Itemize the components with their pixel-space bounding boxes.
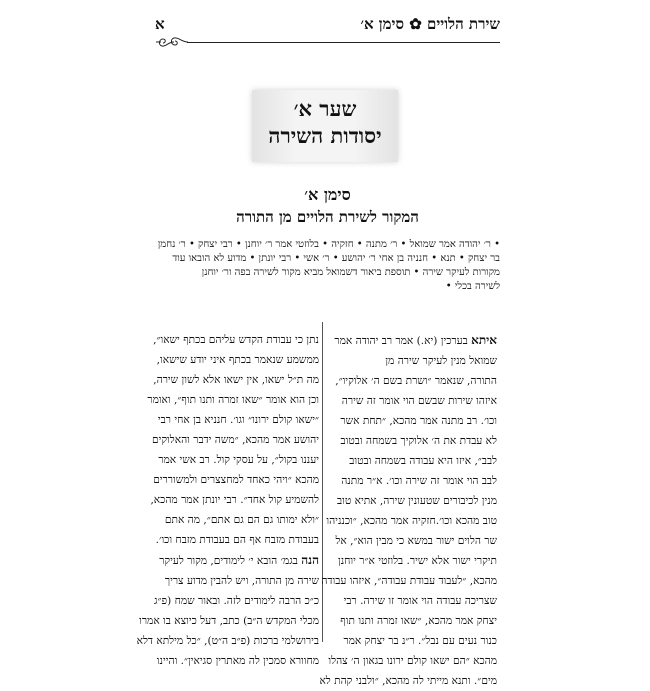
topic-summary bbox=[155, 238, 500, 294]
gate-subtitle: יסודות השירה bbox=[268, 123, 382, 148]
text-line: מנין לכיבורים שטעונין שירה, אתיא טוב bbox=[337, 495, 497, 507]
summary-line: מקורות לעיקר שירה • תוספת ביאור דשמואל מביא מקור לשירה בפה ור׳ יוחנן bbox=[201, 267, 500, 278]
text-line: כ״כ הרבה לימודים לזה. ובאור שמח (פ״ג bbox=[154, 595, 319, 607]
text-line: איזהו שירות שבשם הוי אומר זה שירה bbox=[341, 395, 497, 407]
text-line: ״ישאו קולם ירונו״ וגו׳. חנניא בן אחי רבי bbox=[157, 414, 319, 426]
text-line: שירה מן התורה, ויש להבין מדוע צריך bbox=[164, 575, 319, 587]
text-line: כנור נעים עם נבל״. ר״נ בר יצחק אמר bbox=[343, 635, 497, 647]
text-line: וכן הוא אומר ״שאו זמרה ותנו תוף״, ואומר bbox=[147, 394, 319, 406]
text-line: תיקרי ישור אלא ישיר. בלוזטי א״ר יוחנן bbox=[338, 555, 497, 567]
text-line: טוב מהכא וכו׳.חזקיה אמר מהכא, ״וכנניהו bbox=[326, 515, 497, 527]
text-line: לא עבדת את ה׳ אלוקיך בשמחה ובטוב bbox=[340, 435, 497, 447]
header-rule bbox=[187, 42, 500, 43]
summary-line: לשירה בכלי • bbox=[445, 281, 500, 292]
text-line: מהכא ״ויהי כאחד למחצצרים ולמשוררים bbox=[153, 474, 319, 486]
text-line: נתן כי עבודת הקדש עליהם בכתף ישאו״, bbox=[153, 334, 319, 346]
text-line: מכלי המקדש ה״ב) כתב, דעל כיוצא בו אמרו bbox=[139, 615, 319, 627]
header-title: שירת הלויים ✿ סימן א׳ bbox=[360, 15, 500, 33]
column-divider bbox=[322, 322, 323, 642]
text-line bbox=[155, 550, 319, 571]
left-column bbox=[136, 330, 319, 671]
text-line: וכו׳. רב מתנה אמר מהכא, ״תחת אשר bbox=[340, 415, 497, 427]
gate-title-box bbox=[252, 90, 398, 162]
text-line: מחוורא סמכין לה מאתרין סגיאין״. והיינו bbox=[156, 655, 319, 667]
text-line bbox=[333, 330, 497, 351]
summary-line: בר יצחק • תנא • חנניה בן אחי ר׳ יהושע • ר׳ אשי • רבי יונתן • מדוע לא הובאו עוד bbox=[172, 253, 500, 264]
text-line: בעבודת מזבח אף הם בעבודת מזבח וכו׳. bbox=[155, 534, 319, 546]
text-fragment: בגמ׳ הובא י׳ לימודים, מקור לעיקר bbox=[159, 555, 302, 567]
summary-line: • ר׳ יהודה אמר שמואל • ר׳ מתנה • חזקיה • בלוזטי אמר ר׳ יוחנן • רבי יצחק • ר׳ נחמן bbox=[157, 239, 500, 250]
siman-subtitle: המקור לשירת הלויים מן התורה bbox=[236, 208, 419, 226]
text-line: שר הלוים ישור במשא כי מבין הוא״, אל bbox=[335, 535, 497, 547]
right-column bbox=[319, 330, 497, 691]
flourish-ornament-icon bbox=[155, 34, 189, 50]
running-header bbox=[155, 12, 500, 42]
text-line: מהכא ״הם ישאו קולם ירונו בגאון ה׳ צהלו bbox=[328, 655, 497, 667]
lead-word: הנה bbox=[301, 553, 319, 567]
text-line: יעננו בקול״, על עסקי קול. רב אשי אמר bbox=[158, 454, 319, 466]
text-line: התורה, שנאמר ״ושרת בשם ה׳ אלוקיו״, bbox=[335, 375, 497, 387]
siman-title: סימן א׳ bbox=[304, 185, 351, 204]
page-number: א bbox=[155, 15, 165, 33]
text-line: ״ולא ימותו גם הם גם אתם״, מה אתם bbox=[164, 514, 319, 526]
gate-title: שער א׳ bbox=[293, 96, 357, 121]
text-line: לבב״, איזו היא עבודה בשמחה ובטוב bbox=[349, 455, 497, 467]
text-fragment: בערכין (יא.) אמר רב יהודה אמר bbox=[334, 335, 472, 347]
text-line: שצריכה עבודה הוי אומר זו שירה. רבי bbox=[343, 595, 497, 607]
text-line: מים״. ותנא מייתי לה מהכא, ״ולבני קהת לא bbox=[319, 675, 497, 687]
text-line: לבב הוי אומר זה שירה וכו׳. א״ר מתנה bbox=[341, 475, 497, 487]
text-line: יהושע אמר מהכא, ״משה ידבר והאלוקים bbox=[152, 434, 319, 446]
lead-word: איתא bbox=[471, 333, 497, 347]
text-line: ממשמע שנאמר בכתף איני יודע שישאו, bbox=[156, 354, 319, 366]
text-line: להשמיע קול אחד״. רבי יונתן אמר מהכא, bbox=[150, 494, 319, 506]
text-line: בירושלמי ברכות (פ״ב ה״ט), ״כל מילתא דלא bbox=[136, 635, 319, 647]
text-line: מה ת״ל ישאו, אין ישאו אלא לשון שירה, bbox=[153, 374, 319, 386]
text-line: יצחק אמר מהכא, ״שאו זמרה ותנו תוף bbox=[340, 615, 497, 627]
text-line: שמואל מנין לעיקר שירה מן bbox=[385, 355, 497, 367]
text-line: מהכא, ״לעבוד עבודת עבודה״, איזהו עבודה bbox=[321, 575, 497, 587]
